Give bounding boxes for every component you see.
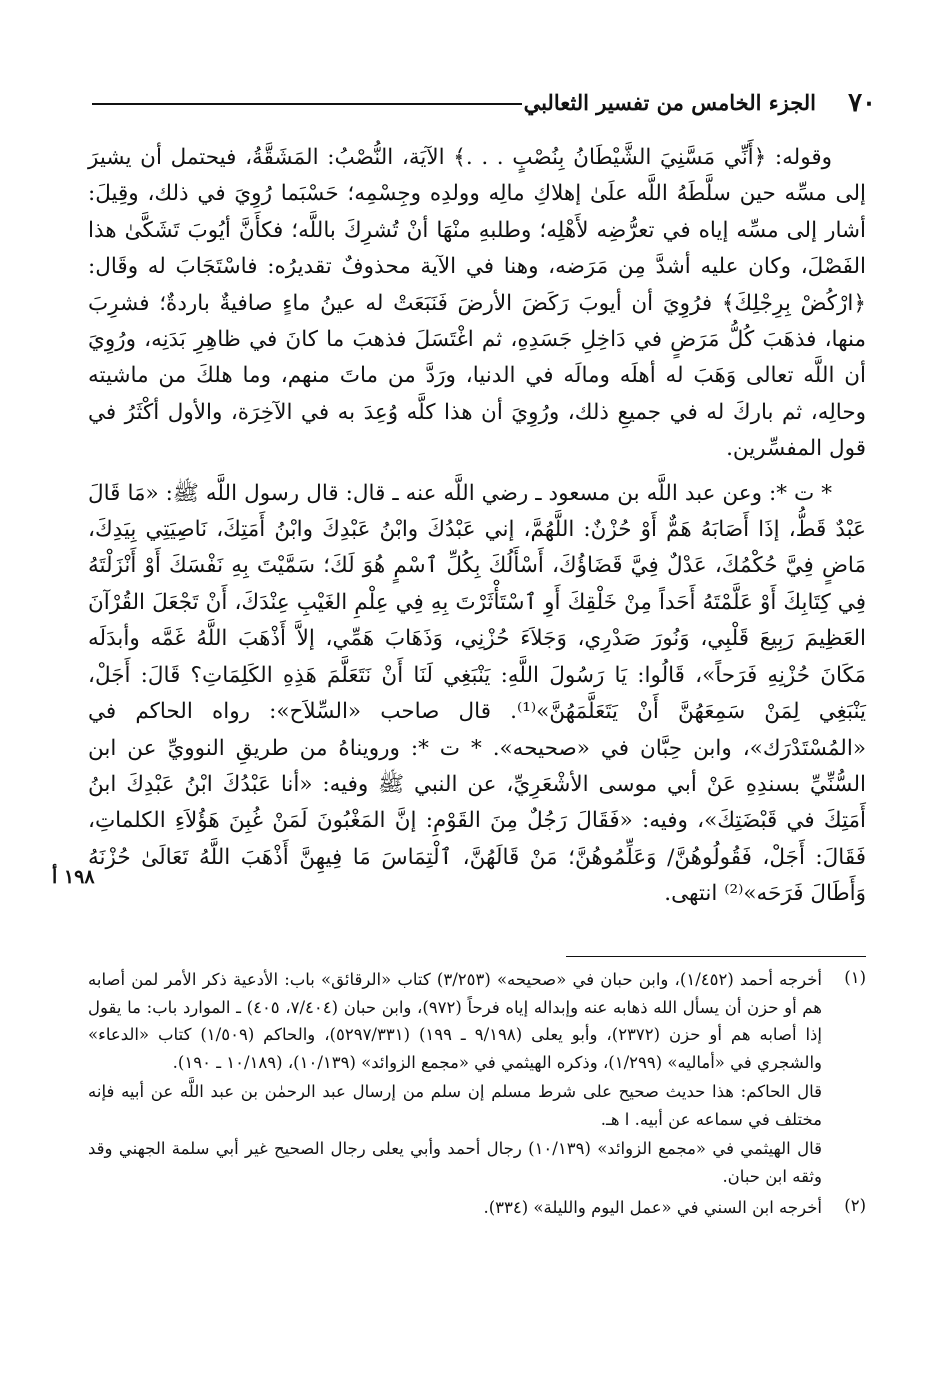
running-header — [92, 86, 876, 120]
running-title: الجزء الخامس من تفسير الثعالبي — [523, 90, 816, 115]
body-paragraph: وقوله: ﴿أَنِّي مَسَّنِيَ الشَّيْطَانُ بِنُصْبٍ . . .﴾ الآيَة، النُّصْبُ: المَشَقَّةُ، فيحتمل أن يشيرَ إلى مسِّه حين سلَّطَهُ اللَّه علَىٰ إهلاكِ مالِه وولدِه وجِسْمِه؛ حَسْبَما رُوِيَ في ذلك، وقِيلَ: أشار إلى مسِّه إياه في تعرُّضِه لأَهْلِه؛ وطلبهِ منْهَا أنْ تُشرِكَ باللَّه؛ فكأَنَّ أيُوبَ تَشَكَّىٰ هذا الفَصْلَ، وكان عليه أشدَّ مِن مَرَضه، وهنا في الآية محذوفٌ تقديرُه: فاسْتَجَابَ له وقَال: ﴿ارْكُضْ بِرِجْلِكَ﴾ فرُوِيَ أن أيوبَ رَكَضَ الأرضَ فَنَبَعَتْ له عينُ ماءٍ صافيةٌ باردةٌ؛ فشرِبَ منها، فذهَبَ كُلُّ مَرَضٍ في دَاخِلِ جَسَدِهِ، ثم اغْتَسَلَ فذهبَ ما كانَ في ظاهِرِ بَدَنِه، ورُوِيَ أن اللَّه تعالى وَهَبَ له أهلَه ومالَه في الدنيا، ورَدَّ من ماتَ منهم، وما هلكَ من ماشيته وحالِه، ثم باركَ له في جميعِ ذلك، ورُوِيَ أن هذا كلَّه وُعِدَ به في الآخِرَة، والأول أكْثَرُ في قول المفسِّرين. — [88, 145, 866, 462]
footnote-text: قال الحاكم: هذا حديث صحيح على شرط مسلم إن سلم من إرسال عبد الرحمٰن بن عبد اللَّه عن أبيه فإنه مختلف في سماعه عن أبيه. ا هـ. — [88, 1082, 822, 1129]
footnote — [88, 1192, 866, 1222]
footnote-marker: (٢) — [844, 1196, 866, 1215]
manuscript-folio-marker: ١٩٨ أ — [52, 866, 95, 888]
footnote-text: أخرجه ابن السني في «عمل اليوم والليلة» (٣٣٤). — [483, 1198, 822, 1217]
body-paragraph: * ت *: وعن عبد اللَّه بن مسعود ـ رضي اللَّه عنه ـ قال: قال رسول اللَّه ﷺ: «مَا قَالَ عَبْدٌ قَطُّ، إذَا أَصَابَهُ هَمٌّ أَوْ حُزْنٌ: اللَّهُمَّ، إني عَبْدُكَ وابْنُ عَبْدِكَ وابْنُ أَمَتِكَ، نَاصِيَتِي بِيَدِكَ، مَاضٍ فِيَّ حُكْمُكَ، عَدْلٌ فِيَّ قَضَاؤُكَ، أَسْأَلُكَ بِكُلِّ ٱسْمٍ هُوَ لَكَ؛ سَمَّيْتَ بِهِ نَفْسَكَ أَوْ أَنْزَلْتَهُ فِي كِتَابِكَ أَوْ عَلَّمْتَهُ أَحَداً مِنْ خَلْقِكَ أَوِ ٱسْتَأْثَرْتَ بِهِ فِي عِلْمِ الغَيْبِ عِنْدَكَ، أَنْ تَجْعَلَ القُرْآنَ العَظِيمَ رَبِيعَ قَلْبِي، وَنُورَ صَدْرِي، وَجَلاَءَ حُزْنِي، وَذَهَابَ هَمِّي، إلاَّ أَذْهَبَ اللَّهُ غَمَّه وأبدَلَه مَكَانَ حُزْنِهِ فَرَحاً»، قَالُوا: يَا رَسُولَ اللَّهِ: يَنْبَغِي لَنَا أَنْ نَتَعَلَّمَ هَذِهِ الكَلِمَاتِ؟ قَالَ: أَجَلْ، يَنْبَغِي لِمَنْ سَمِعَهُنَّ أَنْ يَتَعَلَّمَهُنَّ»⁽¹⁾. قال صاحب «السِّلاَح»: رواه الحاكم في «المُسْتَدْرَك»، وابن حِبَّان في «صحيحه». * ت *: ورويناهُ من طريقِ النوويِّ عن ابن السُّنِّيِّ بسندِهِ عَنْ أبي موسى الأشْعَرِيِّ، عن النبي ﷺ وفيه: «أنا عَبْدُكَ ابْنُ عَبْدِكَ ابنُ أَمَتِكَ في قَبْضَتِكَ»، وفيه: «فَقَالَ رَجُلٌ مِنَ القَوْمِ: إنَّ المَغْبُونَ لَمَنْ غُبِنَ هَؤُلاَءِ الكلماتِ، فَقَالَ: أَجَلْ، فَقُولُوهُنَّ/ وَعَلِّمُوهُنَّ؛ مَنْ قَالَهُنَّ، ٱلْتِمَاسَ مَا فِيهِنَّ أَذْهَبَ اللَّهُ تَعَالَىٰ حُزْنَهُ وَأَطَالَ فَرَحَه»⁽²⁾ انتهى. — [88, 480, 866, 907]
page-number: ٧٠ — [848, 88, 876, 118]
footnote-text: قال الهيثمي في «مجمع الزوائد» (١٠/١٣٩) رجال أحمد وأبي يعلى رجال الصحيح غير أبي سلمة الجهني وقد وثقه ابن حبان. — [88, 1139, 822, 1186]
footnotes — [88, 964, 866, 1222]
header-rule — [92, 103, 522, 105]
main-text — [88, 140, 866, 913]
footnote-marker: (١) — [844, 968, 866, 987]
footnote-text: أخرجه أحمد (١/٤٥٢)، وابن حبان في «صحيحه» (٣/٢٥٣) كتاب «الرقائق» باب: الأدعية ذكر الأمر لمن أصابه هم أو حزن أن يسأل الله ذهابه عنه وإبداله إياه فرحاً (٩٧٢)، وابن حبان (٧/٤٠٤، ٤٠٥) ـ الموارد باب: ما يقول إذا أصابه هم أو حزن (٢٣٧٢)، وأبو يعلى (٩/١٩٨ ـ ١٩٩) (٥٢٩٧/٣٣١)، والحاكم (١/٥٠٩) كتاب «الدعاء» والشجري في «أماليه» (١/٢٩٩)، وذكره الهيثمي في «مجمع الزوائد» (١٠/١٣٩)، (١٠/١٨٩ ـ ١٩٠). — [88, 970, 822, 1072]
footnote — [88, 964, 866, 1190]
footnote-separator — [566, 956, 866, 957]
